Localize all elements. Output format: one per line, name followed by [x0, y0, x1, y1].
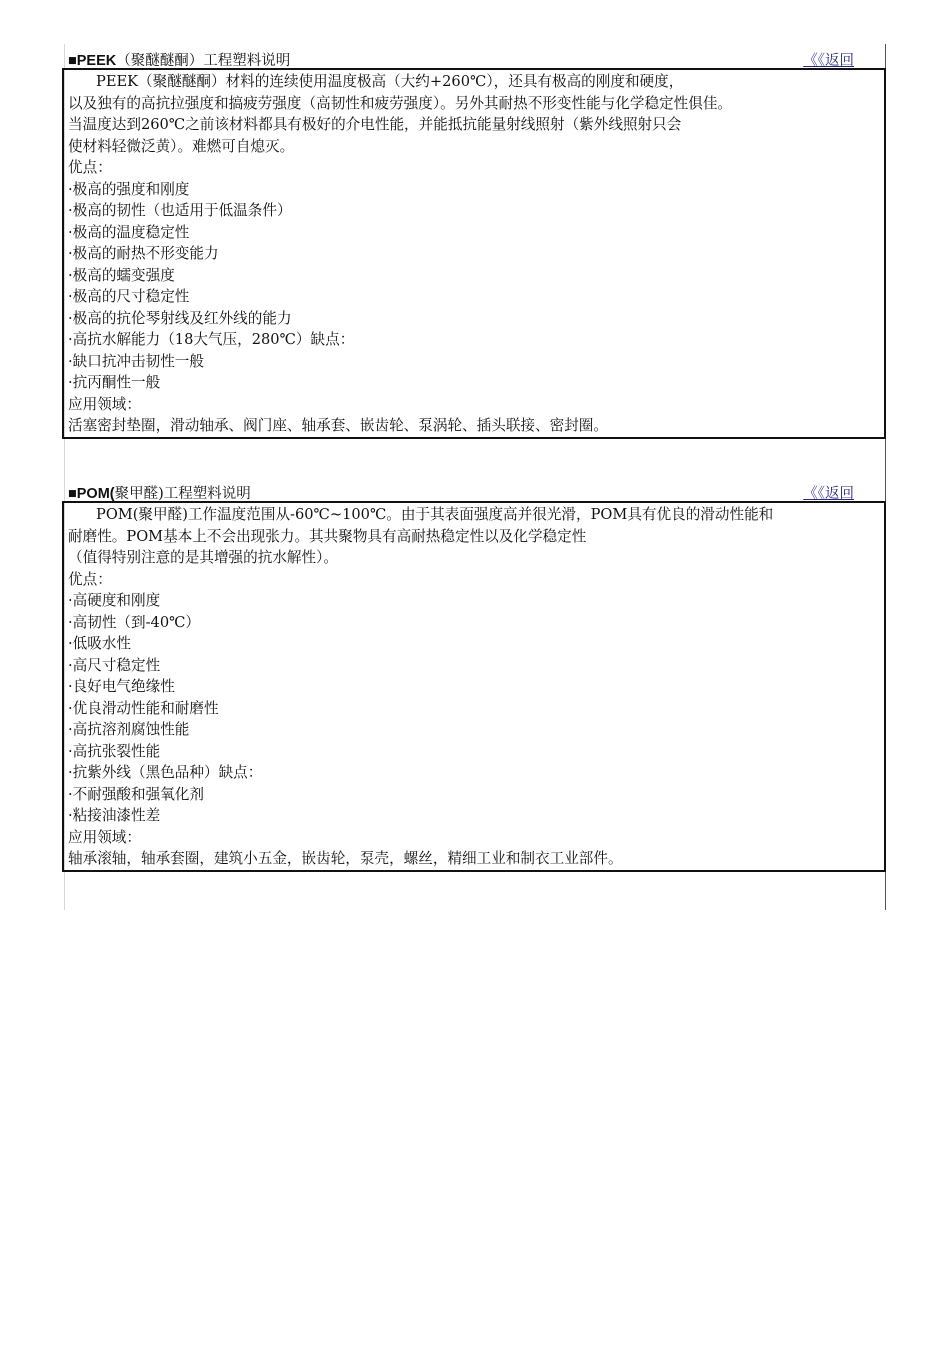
pom-description-box: [62, 501, 886, 872]
peek-list-item: ·高抗水解能力（18大气压，280℃）缺点：: [68, 331, 355, 348]
pom-title-rest: 聚甲醛)工程塑料说明: [114, 486, 251, 502]
pom-title-strong: ■POM(: [68, 486, 115, 502]
peek-title-strong: ■PEEK: [68, 53, 117, 69]
peek-intro-line: 使材料轻微泛黄）。难燃可自熄灭。: [68, 137, 295, 155]
pom-intro-line: （值得特别注意的是其增强的抗水解性）。: [68, 549, 338, 566]
peek-description-box: [62, 68, 886, 439]
peek-advantages-heading: 优点：: [68, 159, 112, 176]
pom-list-item: ·高抗溶剂腐蚀性能: [68, 721, 190, 738]
peek-list-item: ·极高的温度稳定性: [68, 223, 190, 241]
peek-intro-line: PEEK（聚醚醚酮）材料的连续使用温度极高（大约+260℃），还具有极高的刚度和硬度，: [96, 73, 684, 90]
pom-list-item: ·高尺寸稳定性: [68, 656, 161, 674]
pom-section-title: [68, 482, 251, 503]
peek-list-item: ·极高的耐热不形变能力: [68, 245, 219, 262]
pom-advantages-heading: 优点：: [68, 570, 112, 588]
pom-applications-text: 轴承滚轴，轴承套圈，建筑小五金，嵌齿轮，泵壳，螺丝，精细工业和制衣工业部件。: [68, 850, 623, 867]
peek-list-item: ·缺口抗冲击韧性一般: [68, 352, 204, 370]
peek-section-header: [62, 46, 886, 68]
pom-intro-line: POM(聚甲醛)工作温度范围从-60℃~100℃。由于其表面强度高并很光滑，POM具有优良的滑动性能和: [96, 506, 774, 523]
peek-applications-heading: 应用领域：: [68, 395, 141, 413]
pom-list-item: ·良好电气绝缘性: [68, 678, 175, 695]
peek-intro-line: 当温度达到260℃之前该材料都具有极好的介电性能，并能抵抗能量射线照射（紫外线照射只会: [68, 116, 682, 133]
pom-list-item: ·抗紫外线（黑色品种）缺点：: [68, 764, 263, 781]
peek-back-link[interactable]: 《《返回: [803, 53, 854, 69]
peek-list-item: ·抗丙酮性一般: [68, 374, 161, 391]
pom-list-item: ·粘接油漆性差: [68, 807, 161, 824]
peek-applications-text: 活塞密封垫圈，滑动轴承、阀门座、轴承套、嵌齿轮、泵涡轮、插头联接、密封圈。: [68, 417, 608, 434]
peek-section: [62, 46, 886, 439]
peek-list-item: ·极高的蠕变强度: [68, 266, 175, 284]
pom-list-item: ·高韧性（到-40℃）: [68, 613, 201, 631]
peek-list-item: ·极高的尺寸稳定性: [68, 288, 190, 305]
pom-section: [62, 479, 886, 872]
peek-list-item: ·极高的抗伦琴射线及红外线的能力: [68, 309, 292, 327]
peek-title-rest: （聚醚醚酮）工程塑料说明: [116, 53, 291, 69]
peek-intro-line: 以及独有的高抗拉强度和搞疲劳强度（高韧性和疲劳强度）。另外其耐热不形变性能与化学稳定性俱佳。: [68, 94, 733, 112]
pom-list-item: ·高硬度和刚度: [68, 592, 161, 609]
pom-list-item: ·优良滑动性能和耐磨性: [68, 699, 219, 717]
pom-back-link[interactable]: 《《返回: [803, 486, 854, 502]
pom-applications-heading: 应用领域：: [68, 828, 141, 846]
peek-section-title: [68, 49, 290, 70]
pom-intro-line: 耐磨性。POM基本上不会出现张力。其共聚物具有高耐热稳定性以及化学稳定性: [68, 527, 587, 545]
pom-list-item: ·低吸水性: [68, 635, 132, 652]
pom-list-item: ·高抗张裂性能: [68, 742, 161, 760]
pom-list-item: ·不耐强酸和强氧化剂: [68, 785, 204, 803]
pom-section-header: [62, 479, 886, 501]
peek-list-item: ·极高的韧性（也适用于低温条件）: [68, 202, 292, 219]
peek-list-item: ·极高的强度和刚度: [68, 180, 190, 198]
